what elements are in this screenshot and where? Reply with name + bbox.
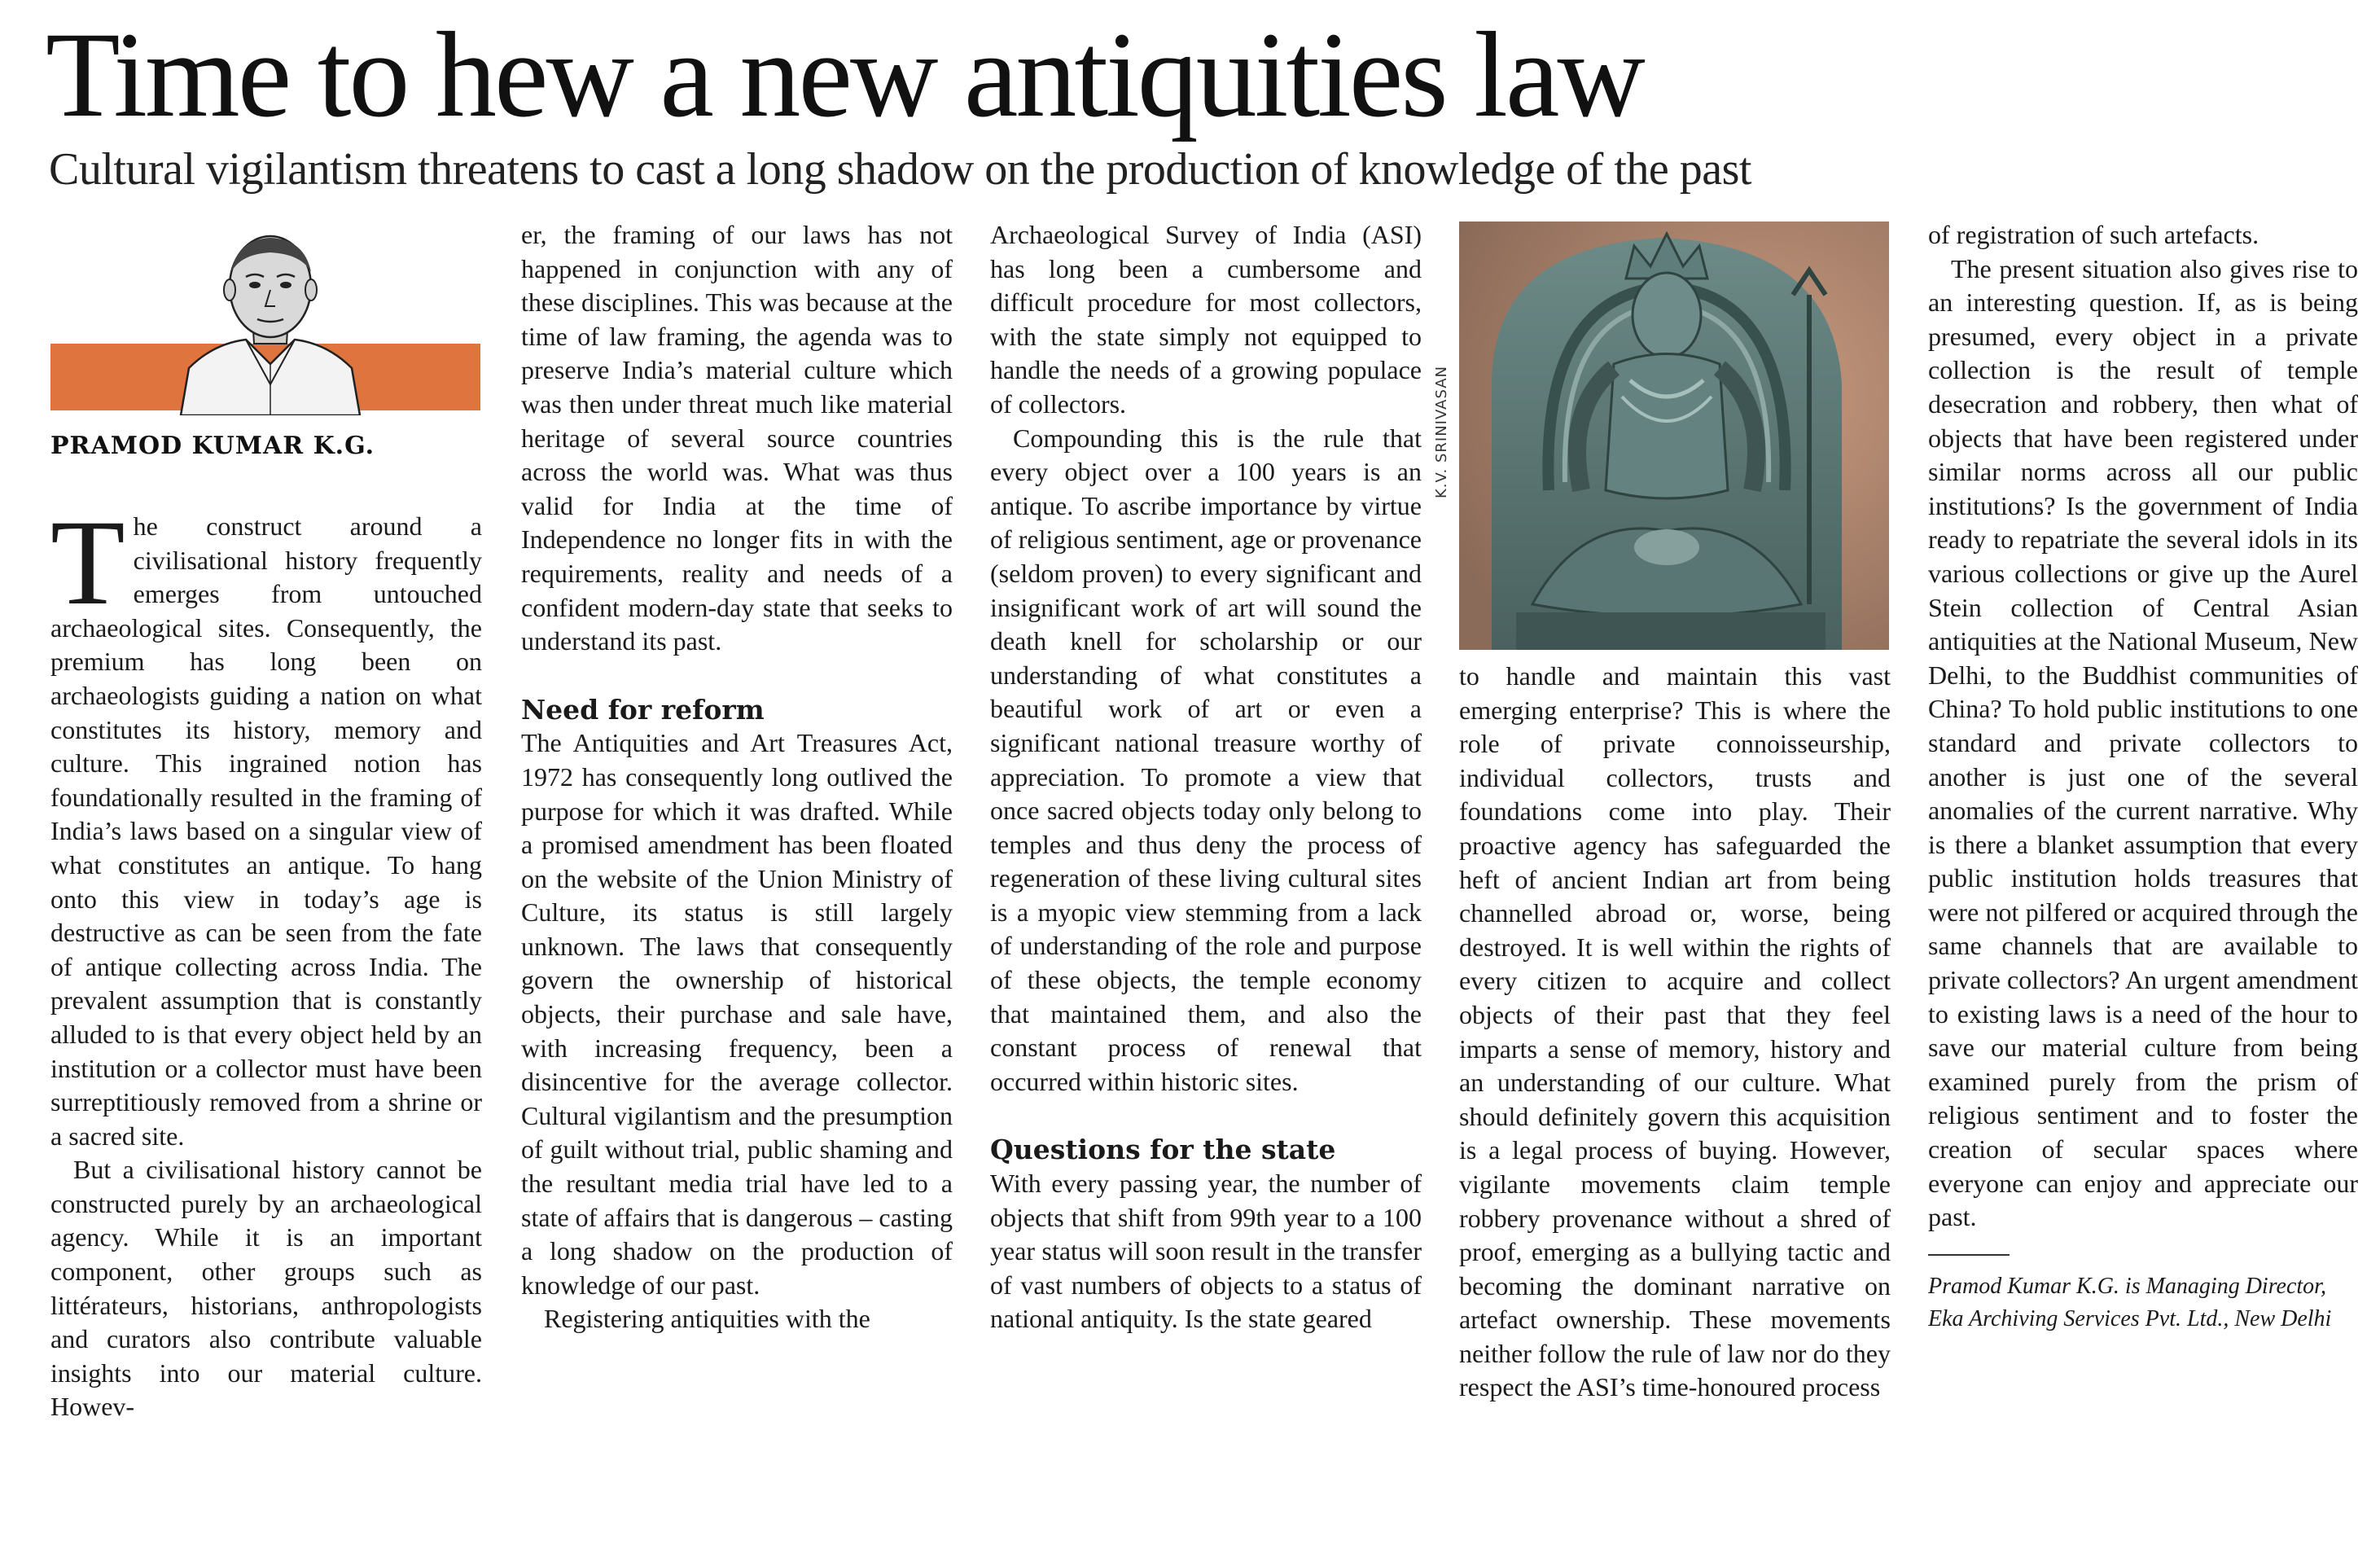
headline: Time to hew a new antiquities law [46,7,1643,143]
author-portrait-block [50,222,480,425]
article-column-5 [1928,218,2358,1528]
subheading-questions-for-the-state: Questions for the state [990,1134,1336,1166]
author-bio: Pramod Kumar K.G. is Managing Director, Eka Archiving Services Pvt. Ltd., New Delhi [1928,1273,2332,1331]
author-portrait [156,222,384,415]
paragraph: Compounding this is the rule that every object over a 100 years is an antique. To ascribe importance by virtue of religious sentiment, age or provenance (seldom proven) to every significant and insignificant work of art will sound the death knell for scholarship or our understanding of what constitutes a beautiful work of art or even a significant national treasure worthy of appreciation. To promote a view that once sacred objects today only belong to temples and thus deny the process of regeneration of these living cultural sites is a myopic view stemming from a lack of understanding of the role and purpose of these objects, the temple economy that maintained them, and also the constant process of renewal that occurred within historic sites. [990,423,1422,1096]
photo-credit: K.V. SRINIVASAN [1433,366,1450,498]
author-rule [1928,1254,2010,1256]
paragraph: Archaeological Survey of India (ASI) has long been a cumbersome and difficult procedure for most collectors, with the state simply not equipped to handle the needs of a growing populace of collectors. [990,220,1422,419]
paragraph: The present situation also gives rise to an interesting question. If, as is being presumed, every object in a private collection is the result of temple desecration and robbery, then what of objects that have been registered under similar norms across all our public institutions? Is the government of India ready to repatriate the several idols in its various collections or give up the Aurel Stein collection of Central Asian antiquities at the National Museum, New Delhi, to the Buddhist communities of China? To hold public institutions to one standard and private collectors to another is just one of the several anomalies of the current narrative. Why is there a blanket assumption that every public institution holds treasures that were not pilfered or acquired through the same channels that are available to private collectors? An urgent amendment to existing laws is a need of the hour to save our material culture from being examined purely from the prism of religious sentiment and to foster the creation of secular spaces where everyone can enjoy and appreciate our past. [1928,253,2358,1232]
paragraph: The Antiquities and Art Treasures Act, 1972 has consequently long outlived the purpose for which it was drafted. While a promised amendment has been floated on the website of the Union Ministry of Culture, its status is still largely unknown. The laws that consequently govern the ownership of historical objects, their purchase and sale have, with increasing frequency, been a disincentive for the average collector. Cultural vigilantism and the presumption of guilt without trial, public shaming and the resultant media trial have led to a state of affairs that is dangerous – casting a long shadow on the production of knowledge of our past. [521,728,953,1300]
paragraph: er, the framing of our laws has not happened in conjunction with any of these disciplines. This was because at the time of law framing, the agenda was to preserve India’s material culture which was then under threat much like material heritage of several source countries across the world was. What was thus valid for India at the time of Independence no longer fits in with the requirements, reality and needs of a confident modern-day state that seeks to understand its past. [521,220,953,656]
paragraph: But a civilisational history cannot be constructed purely by an archaeological agency. While it is an important component, other groups such as littérateurs, historians, anthropologists and curators also contribute valuable insights into our material culture. Howev- [50,1155,482,1422]
standfirst: Cultural vigilantism threatens to cast a long shadow on the production of knowledge of the past [49,144,1751,195]
sculpture-photo [1459,222,1889,650]
subheading-need-for-reform: Need for reform [521,693,765,726]
paragraph: With every passing year, the number of objects that shift from 99th year to a 100 year status will soon result in the transfer of vast numbers of objects to a status of national antiquity. Is the state geared [990,1169,1422,1334]
paragraph: Registering antiquities with the [544,1304,870,1334]
article-column-4 [1459,660,1891,1528]
paragraph: to handle and maintain this vast emerging enterprise? This is where the role of private connoisseurship, individual collectors, trusts and foundations come into play. Their proactive agency has safeguarded the heft of ancient Indian art from being channelled abroad or, worse, being destroyed. It is well within the rights of every citizen to acquire and collect objects of their past that they feel imparts a sense of memory, history and an understanding of our culture. What should definitely govern this acquisition is a legal process of buying. However, vigilante movements claim temple robbery provenance without a shred of proof, emerging as a bullying tactic and becoming the dominant narrative on artefact ownership. These movements neither follow the rule of law nor do they respect the ASI’s time-honoured process [1459,661,1891,1402]
paragraph: The construct around a civilisational history frequently emerges from untouched archaeological sites. Consequently, the premium has long been on archaeologists guiding a nation on what constitutes its history, memory and culture. This ingrained notion has foundationally resulted in the framing of India’s laws based on a singular view of what constitutes an antique. To hang onto this view in today’s age is destructive as can be seen from the fate of antique collecting across India. The prevalent assumption that is constantly alluded to is that every object held by an institution or a collector must have been surreptitiously removed from a shrine or a sacred site. [50,510,482,1151]
article-column-3 [990,218,1422,1528]
sculpture-illustration [1459,222,1889,650]
article-column-1 [50,510,482,1528]
article-column-2 [521,218,953,1528]
byline: PRAMOD KUMAR K.G. [50,432,375,460]
paragraph: of registration of such artefacts. [1928,220,2259,249]
